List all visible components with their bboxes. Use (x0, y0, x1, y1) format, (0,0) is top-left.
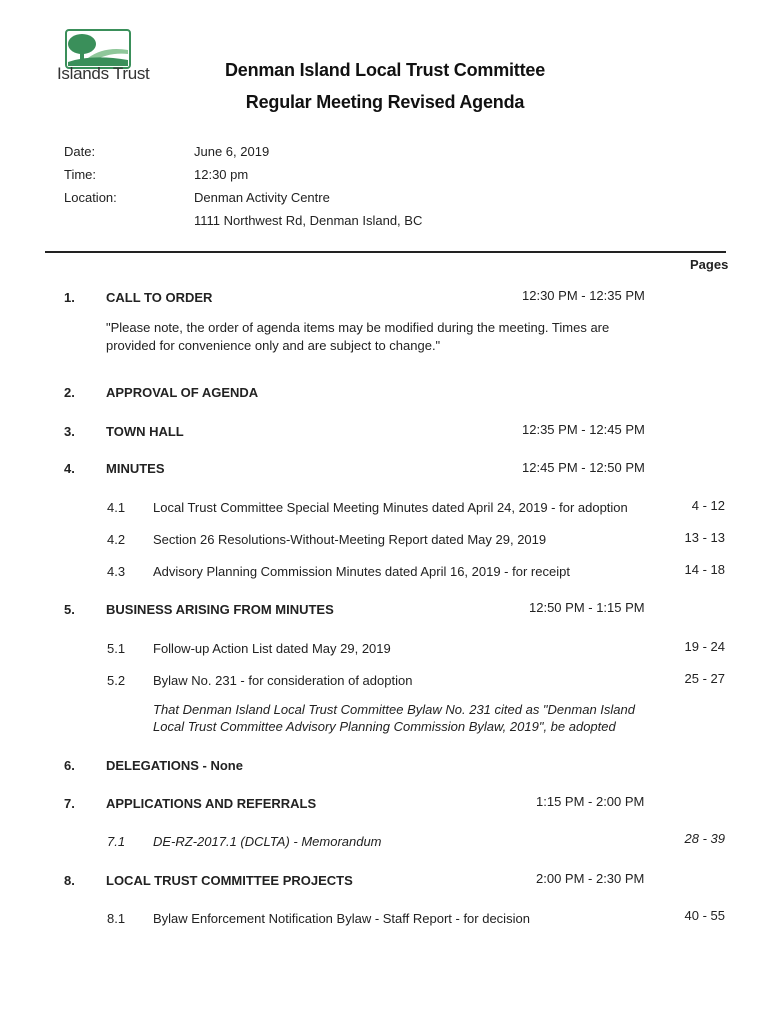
address-value: 1111 Northwest Rd, Denman Island, BC (194, 213, 423, 228)
item-heading: MINUTES (106, 461, 165, 476)
agenda-note: "Please note, the order of agenda items may be modified during the meeting. Times are provided for convenience only and are subject to change." (106, 320, 610, 353)
item-time: 2:00 PM - 2:30 PM (536, 871, 645, 886)
pages-column-header: Pages (690, 257, 729, 272)
item-time: 12:35 PM - 12:45 PM (522, 422, 645, 437)
subitem-title: DE-RZ-2017.1 (DCLTA) - Memorandum (153, 834, 382, 849)
location-label: Location: (64, 190, 117, 205)
page-subtitle: Regular Meeting Revised Agenda (245, 92, 525, 112)
subitem-title: Local Trust Committee Special Meeting Minutes dated April 24, 2019 - for adoption (153, 500, 628, 515)
item-number: 4. (64, 461, 75, 476)
date-label: Date: (64, 144, 96, 159)
subitem-number: 5.1 (107, 641, 126, 656)
page-title: Denman Island Local Trust Committee (224, 60, 546, 80)
subitem-number: 8.1 (107, 911, 126, 926)
item-number: 5. (64, 602, 75, 617)
subitem-pages: 40 - 55 (684, 908, 725, 923)
item-time: 12:50 PM - 1:15 PM (529, 600, 645, 615)
item-heading: BUSINESS ARISING FROM MINUTES (106, 602, 334, 617)
subitem-number: 4.2 (107, 532, 126, 547)
subitem-title: Section 26 Resolutions-Without-Meeting Report dated May 29, 2019 (153, 532, 547, 547)
item-heading: TOWN HALL (106, 424, 184, 439)
item-time: 12:30 PM - 12:35 PM (522, 288, 645, 303)
subitem-number: 4.3 (107, 564, 126, 579)
subitem-pages: 19 - 24 (684, 639, 725, 654)
subitem-number: 4.1 (107, 500, 126, 515)
item-heading: DELEGATIONS - None (106, 758, 243, 773)
subitem-pages: 13 - 13 (684, 530, 725, 545)
item-heading: APPROVAL OF AGENDA (106, 385, 259, 400)
resolution-text: That Denman Island Local Trust Committee Bylaw No. 231 cited as "Denman Island Local Trust Committee Advisory Planning Commission Bylaw, 2019", be adopted (153, 702, 635, 734)
item-number: 3. (64, 424, 75, 439)
subitem-number: 7.1 (107, 834, 126, 849)
item-number: 2. (64, 385, 75, 400)
item-heading: LOCAL TRUST COMMITTEE PROJECTS (106, 873, 353, 888)
subitem-pages: 28 - 39 (684, 831, 725, 846)
item-number: 6. (64, 758, 75, 773)
subitem-title: Bylaw Enforcement Notification Bylaw - Staff Report - for decision (153, 911, 530, 926)
item-heading: APPLICATIONS AND REFERRALS (106, 796, 317, 811)
item-number: 8. (64, 873, 75, 888)
logo-text: Islands Trust (57, 64, 150, 83)
location-value: Denman Activity Centre (194, 190, 330, 205)
item-time: 1:15 PM - 2:00 PM (536, 794, 645, 809)
time-label: Time: (64, 167, 97, 182)
subitem-title: Follow-up Action List dated May 29, 2019 (153, 641, 391, 656)
item-time: 12:45 PM - 12:50 PM (522, 460, 645, 475)
subitem-pages: 14 - 18 (684, 562, 725, 577)
time-value: 12:30 pm (194, 167, 249, 182)
subitem-number: 5.2 (107, 673, 126, 688)
item-heading: CALL TO ORDER (106, 290, 213, 305)
item-number: 7. (64, 796, 75, 811)
divider (45, 251, 726, 253)
subitem-title: Bylaw No. 231 - for consideration of adoption (153, 673, 413, 688)
subitem-pages: 4 - 12 (691, 498, 725, 513)
subitem-pages: 25 - 27 (684, 671, 725, 686)
date-value: June 6, 2019 (194, 144, 270, 159)
subitem-title: Advisory Planning Commission Minutes dated April 16, 2019 - for receipt (153, 564, 570, 579)
item-number: 1. (64, 290, 75, 305)
